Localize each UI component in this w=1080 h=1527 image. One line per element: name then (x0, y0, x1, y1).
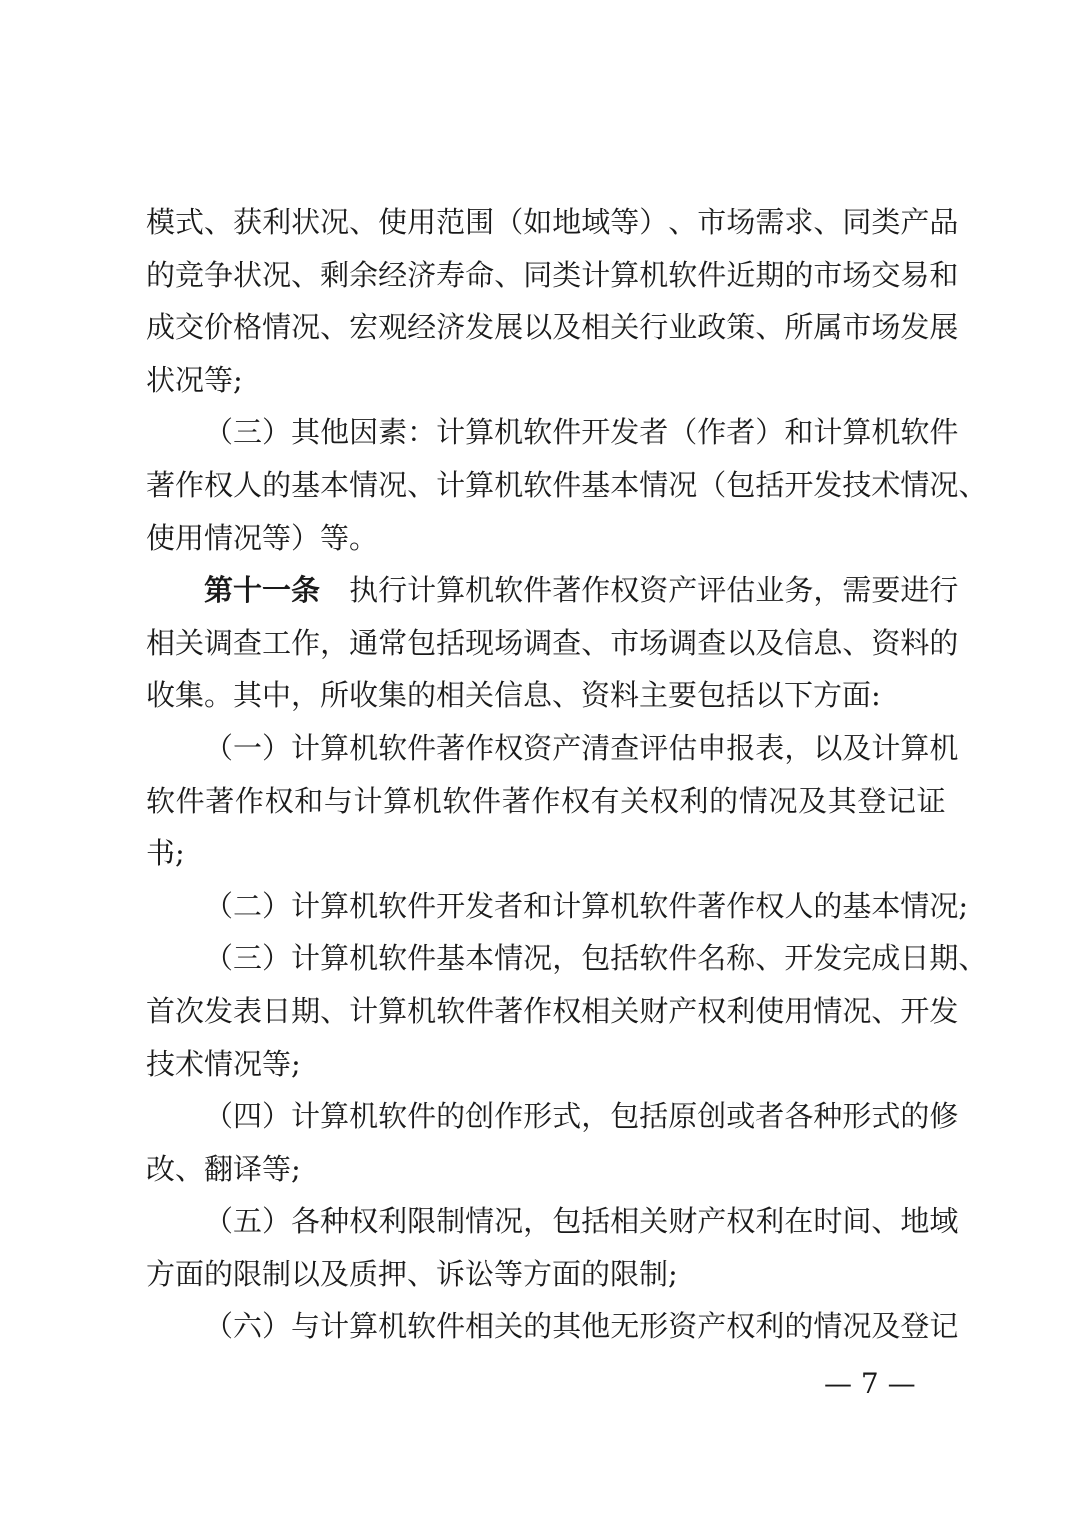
text-line: （ 六 ） 与 计 算 机 软 件 相 关 的 其 他 无 形 资 产 权 利 的 情 况 及 登 记 (204, 1309, 959, 1344)
text-line: 模 式 、 获 利 状 况 、 使 用 范 围 （ 如 地 域 等 ） 、 市 场 需 求 、 同 类 产 品 (146, 205, 959, 239)
text-line: 成 交 价 格 情 况 、 宏 观 经 济 发 展 以 及 相 关 行 业 政 策 、 所 属 市 场 发 展 (146, 310, 959, 345)
text-line: 首 次 发 表 日 期 、 计 算 机 软 件 著 作 权 相 关 财 产 权 利 使 用 情 况 、 开 发 (146, 993, 959, 1028)
text-line (146, 1143, 946, 1196)
text-line: （ 三 ） 其 他 因 素 ： 计 算 机 软 件 开 发 者 （ 作 者 ） 和 计 算 机 软 件 (204, 415, 959, 450)
text-line (146, 669, 946, 722)
text-line (146, 1038, 946, 1091)
text-line: （ 三 ） 计 算 机 软 件 基 本 情 况 ， 包 括 软 件 名 称 、 开 发 完 成 日 期 、 (204, 941, 988, 976)
text-line (146, 512, 946, 565)
line-text: 使用情况等）等。 (146, 520, 379, 555)
text-line: 著 作 权 人 的 基 本 情 况 、 计 算 机 软 件 基 本 情 况 （ 包 括 开 发 技 术 情 况 、 (146, 467, 988, 502)
text-line (146, 827, 946, 880)
text-line: （ 四 ） 计 算 机 软 件 的 创 作 形 式 ， 包 括 原 创 或 者 各 种 形 式 的 修 (204, 1099, 959, 1134)
text-line: （ 五 ） 各 种 权 利 限 制 情 况 ， 包 括 相 关 财 产 权 利 在 时 间 、 地 域 (204, 1204, 959, 1239)
line-text: 改、翻译等; (146, 1151, 301, 1186)
text-line: 第 十 一 条 执 行 计 算 机 软 件 著 作 权 资 产 评 估 业 务 ， 需 要 进 行 (204, 573, 959, 608)
text-line (146, 1248, 946, 1301)
line-text: 书; (146, 836, 185, 871)
text-line: 软 件 著 作 权 和 与 计 算 机 软 件 著 作 权 有 关 权 利 的 情 况 及 其 登 记 证 (146, 783, 946, 818)
text-line: （ 一 ） 计 算 机 软 件 著 作 权 资 产 清 查 评 估 申 报 表 ， 以 及 计 算 机 (204, 730, 959, 765)
text-line (146, 354, 946, 407)
text-line: 相 关 调 查 工 作 ， 通 常 包 括 现 场 调 查 、 市 场 调 查 以 及 信 息 、 资 料 的 (146, 625, 959, 660)
line-text: 技术情况等; (146, 1046, 301, 1081)
line-text: 状况等; (146, 362, 243, 397)
line-text: 方面的限制以及质押、诉讼等方面的限制; (146, 1256, 678, 1291)
text-line: 的 竞 争 状 况 、 剩 余 经 济 寿 命 、 同 类 计 算 机 软 件 近 期 的 市 场 交 易 和 (146, 257, 959, 292)
body-text (146, 196, 988, 1353)
text-line: （ 二 ） 计 算 机 软 件 开 发 者 和 计 算 机 软 件 著 作 权 人 的 基 本 情 况 ; (204, 888, 969, 923)
page-number: — 7 — (824, 1367, 916, 1400)
line-text: 收集。其中，所收集的相关信息、资料主要包括以下方面: (146, 678, 881, 713)
